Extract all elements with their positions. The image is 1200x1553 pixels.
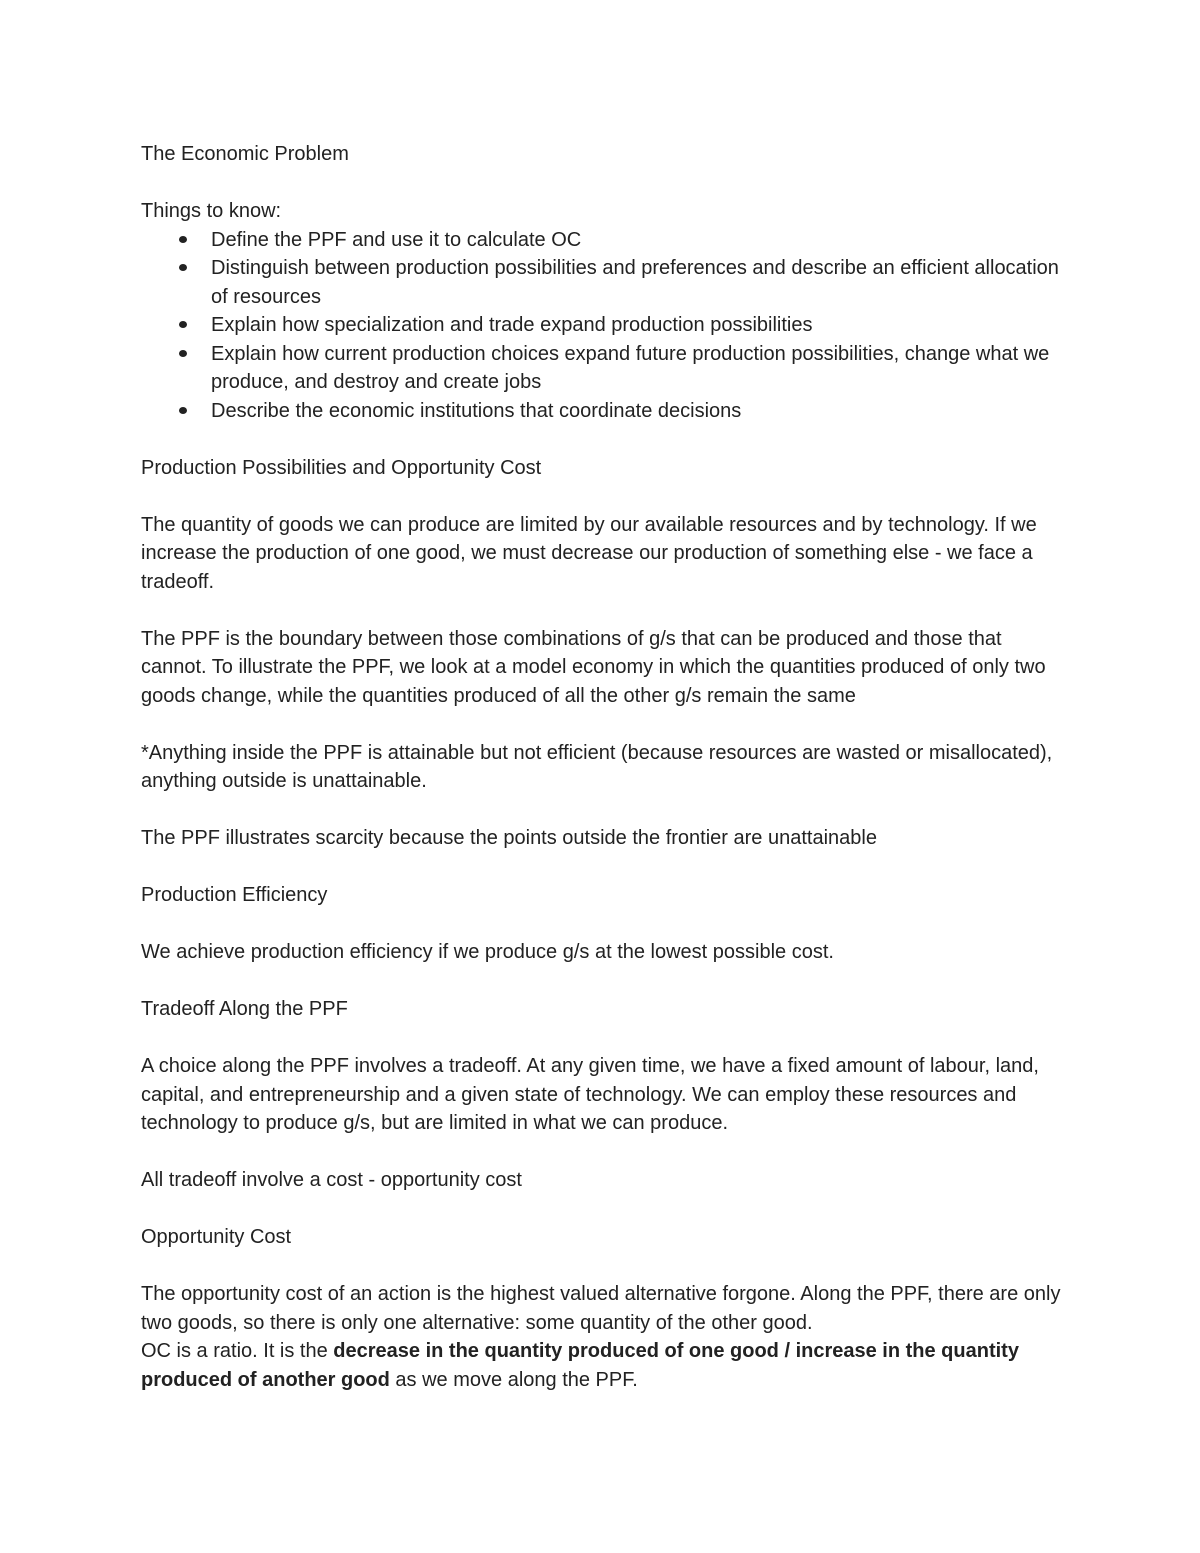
oc-ratio-outro: as we move along the PPF. [389, 1368, 638, 1391]
paragraph-scarcity: The PPF illustrates scarcity because the points outside the frontier are unattainable [141, 827, 877, 849]
oc-ratio-formula: decrease in the quantity produced of one good / increase in the quantity produced of another good [141, 1340, 1019, 1391]
paragraph-inside-ppf: *Anything inside the PPF is attainable but not efficient (because resources are wasted or misallocated), anything outside is unattainable. [141, 741, 1053, 792]
list-item [141, 254, 1071, 311]
list-item-text: Describe the economic institutions that coordinate decisions [211, 399, 742, 422]
paragraph-ppf-definition: The PPF is the boundary between those combinations of g/s that can be produced and those that cannot. To illustrate the PPF, we look at a model economy in which the quantities produced of only two goods change, while the quantities produced of all the other g/s remain the same [141, 627, 1046, 707]
paragraph-tradeoff: A choice along the PPF involves a tradeoff. At any given time, we have a fixed amount of labour, land, capital, and entrepreneurship and a given state of technology. We can employ these resources and technology to produce g/s, but are limited in what we can produce. [141, 1055, 1039, 1134]
bullet-icon [179, 236, 187, 243]
things-to-know-heading: Things to know: [141, 200, 282, 222]
bullet-icon [179, 264, 187, 271]
bullet-icon [179, 350, 187, 357]
paragraph-oc-ratio [141, 1337, 1071, 1394]
document-page [141, 140, 1071, 1394]
things-to-know-list [141, 226, 1071, 426]
paragraph-opportunity-cost-definition: The opportunity cost of an action is the highest valued alternative forgone. Along the PPF, there are only two goods, so there is only one alternative: some quantity of the other good. [141, 1283, 1061, 1334]
section-heading-production-efficiency: Production Efficiency [141, 884, 328, 906]
list-item [141, 311, 1071, 340]
document-title: The Economic Problem [141, 143, 349, 165]
section-heading-production-possibilities: Production Possibilities and Opportunity Cost [141, 456, 542, 479]
paragraph-quantity-limits: The quantity of goods we can produce are limited by our available resources and by technology. If we increase the production of one good, we must decrease our production of something else - we face a tradeoff. [141, 513, 1037, 593]
list-item-text: Distinguish between production possibilities and preferences and describe an efficient allocation of resources [211, 257, 1059, 308]
list-item [141, 340, 1071, 397]
list-item-text: Define the PPF and use it to calculate OC [211, 228, 582, 251]
bullet-icon [179, 321, 187, 328]
list-item-text: Explain how specialization and trade expand production possibilities [211, 314, 813, 336]
list-item [141, 226, 1071, 255]
list-item [141, 397, 1071, 426]
section-heading-opportunity-cost: Opportunity Cost [141, 1226, 292, 1248]
paragraph-all-tradeoff: All tradeoff involve a cost - opportunity cost [141, 1169, 522, 1191]
section-heading-tradeoff: Tradeoff Along the PPF [141, 998, 348, 1020]
paragraph-efficiency: We achieve production efficiency if we produce g/s at the lowest possible cost. [141, 941, 834, 963]
bullet-icon [179, 407, 187, 414]
oc-ratio-intro: OC is a ratio. It is the [141, 1340, 334, 1362]
list-item-text: Explain how current production choices expand future production possibilities, change what we produce, and destroy and create jobs [211, 342, 1050, 393]
